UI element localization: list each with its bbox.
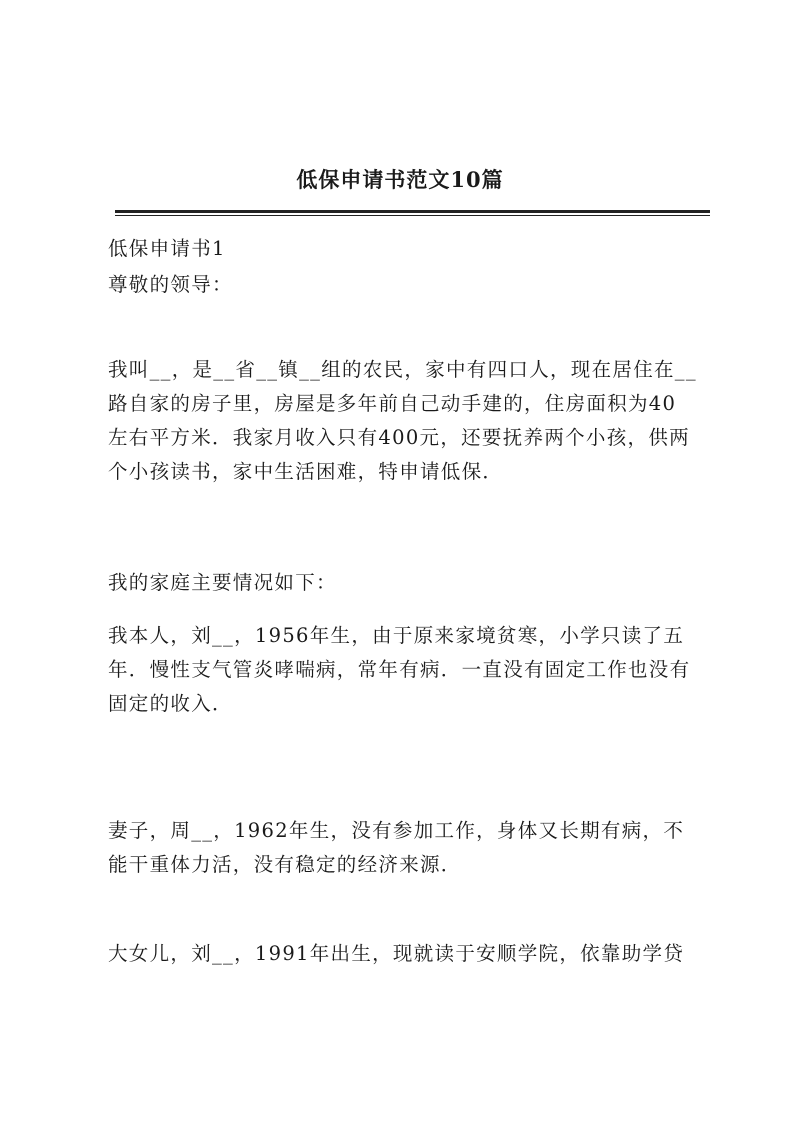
paragraph-line: 大女儿，刘__，1991年出生，现就读于安顺学院，依靠助学贷 bbox=[108, 942, 685, 965]
paragraph-line: 我本人，刘__，1956年生，由于原来家境贫寒，小学只读了五 bbox=[108, 624, 685, 647]
paragraph-line: 妻子，周__，1962年生，没有参加工作，身体又长期有病，不 bbox=[108, 819, 685, 842]
paragraph-line: 我的家庭主要情况如下： bbox=[108, 571, 337, 594]
paragraph-line: 左右平方米．我家月收入只有400元，还要抚养两个小孩，供两 bbox=[108, 426, 690, 449]
paragraph-line: 我叫__，是__省__镇__组的农民，家中有四口人，现在居住在__ bbox=[108, 358, 697, 381]
paragraph-5 bbox=[108, 937, 708, 971]
paragraph-4 bbox=[108, 814, 708, 882]
paragraph-line: 能干重体力活，没有稳定的经济来源． bbox=[108, 853, 462, 876]
paragraph-3 bbox=[108, 619, 708, 721]
subheading bbox=[108, 232, 708, 266]
title-divider bbox=[115, 210, 710, 213]
paragraph-line: 个小孩读书，家中生活困难，特申请低保． bbox=[108, 460, 504, 483]
paragraph-1 bbox=[108, 353, 708, 489]
subheading-text: 低保申请书1 bbox=[108, 237, 226, 260]
salutation bbox=[108, 268, 708, 302]
paragraph-line: 路自家的房子里，房屋是多年前自己动手建的，住房面积为40 bbox=[108, 392, 677, 415]
salutation-text: 尊敬的领导： bbox=[108, 273, 233, 296]
paragraph-2 bbox=[108, 566, 708, 600]
document-title: 低保申请书范文10篇 bbox=[296, 167, 504, 192]
paragraph-line: 年．慢性支气管炎哮喘病，常年有病．一直没有固定工作也没有 bbox=[108, 658, 691, 681]
title-divider-thin bbox=[115, 215, 710, 216]
paragraph-line: 固定的收入． bbox=[108, 692, 233, 715]
